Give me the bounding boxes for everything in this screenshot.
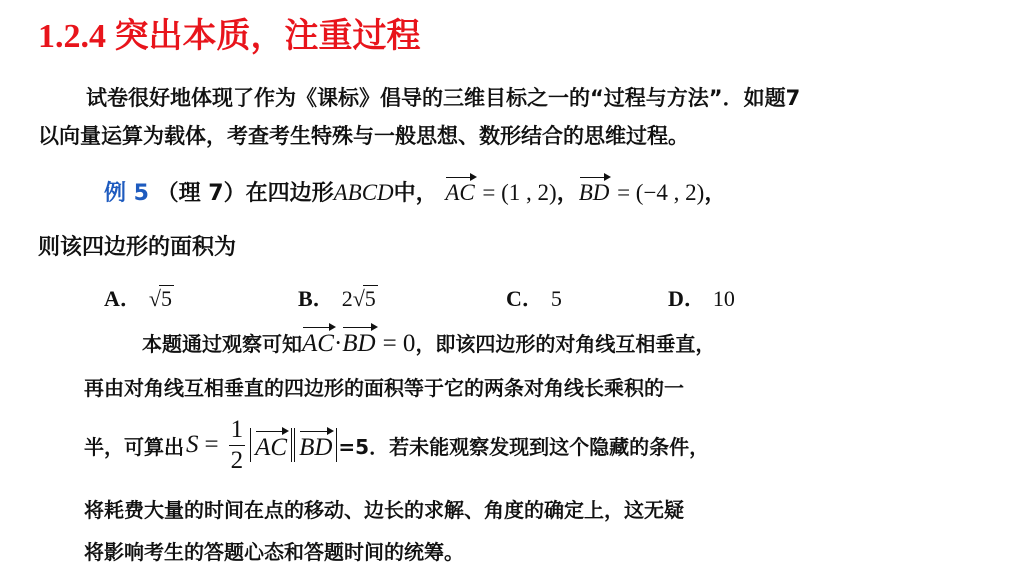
- choice-a-value: 5: [160, 286, 172, 311]
- fraction-denominator: 2: [230, 446, 244, 474]
- choice-d[interactable]: [668, 282, 735, 313]
- choice-b-value: 5: [364, 286, 376, 311]
- intro-line-2: 以向量运算为载体，考查考生特殊与一般思想、数形结合的思维过程。: [38, 124, 689, 148]
- choice-b[interactable]: [298, 282, 378, 313]
- choice-b-label: B．: [298, 286, 335, 311]
- sqrt-symbol: √: [352, 286, 365, 311]
- solution-line-3: [84, 412, 709, 478]
- example-mid: 中，: [393, 181, 438, 206]
- sqrt-symbol: √: [148, 286, 161, 311]
- choice-d-label: D．: [668, 286, 706, 311]
- choice-a[interactable]: [104, 282, 174, 313]
- solution-text-3b: =5．若未能观察发现到这个隐藏的条件，: [338, 434, 710, 459]
- solution-line-1: [142, 324, 715, 358]
- comma-1: ，: [556, 181, 579, 206]
- vector-bd: BD: [342, 324, 375, 358]
- slide-title: 1.2.4 突出本质，注重过程: [38, 18, 421, 55]
- vector-bd-value: = (−4 , 2): [617, 180, 705, 205]
- vector-ac: AC: [255, 428, 287, 462]
- intro-line-1: 试卷很好地体现了作为《课标》倡导的三维目标之一的“过程与方法”．如题7: [86, 86, 801, 110]
- example-tail: ，: [704, 181, 727, 206]
- solution-line-2: 再由对角线互相垂直的四边形的面积等于它的两条对角线长乘积的一: [84, 376, 684, 400]
- vector-ac: AC: [445, 174, 474, 206]
- fraction-numerator: 1: [229, 415, 246, 446]
- example-source: （理 7）在四边形: [156, 181, 334, 206]
- abs-ac: [250, 428, 292, 462]
- solution-line-4: 将耗费大量的时间在点的移动、边长的求解、角度的确定上，这无疑: [84, 498, 684, 522]
- choice-b-prefix: 2: [341, 286, 353, 311]
- solution-text-1b: ，即该四边形的对角线互相垂直，: [415, 332, 716, 356]
- quad-name: ABCD: [333, 180, 394, 205]
- abs-bd: [294, 428, 337, 462]
- choice-c-label: C．: [506, 286, 544, 311]
- area-symbol: S: [186, 431, 199, 458]
- fraction-half: [229, 415, 246, 476]
- vector-bd: BD: [299, 428, 332, 462]
- choice-c-value: 5: [550, 286, 562, 311]
- example-line: [104, 174, 726, 207]
- solution-text-3: 半，可算出: [84, 434, 184, 459]
- dot-operator: ·: [333, 330, 343, 357]
- example-label: 例 5: [104, 181, 149, 206]
- vector-ac: AC: [302, 324, 334, 358]
- vector-bd: BD: [579, 174, 610, 206]
- solution-line-5: 将影响考生的答题心态和答题时间的统筹。: [84, 540, 464, 564]
- choice-d-value: 10: [712, 286, 735, 311]
- choice-c[interactable]: [506, 282, 562, 313]
- choice-a-label: A．: [104, 286, 142, 311]
- solution-text-1: 本题通过观察可知: [142, 332, 302, 356]
- equals-sign: =: [204, 431, 219, 458]
- vector-ac-value: = (1 , 2): [482, 180, 557, 205]
- equals-zero: = 0: [382, 330, 416, 357]
- example-question: 则该四边形的面积为: [38, 235, 237, 260]
